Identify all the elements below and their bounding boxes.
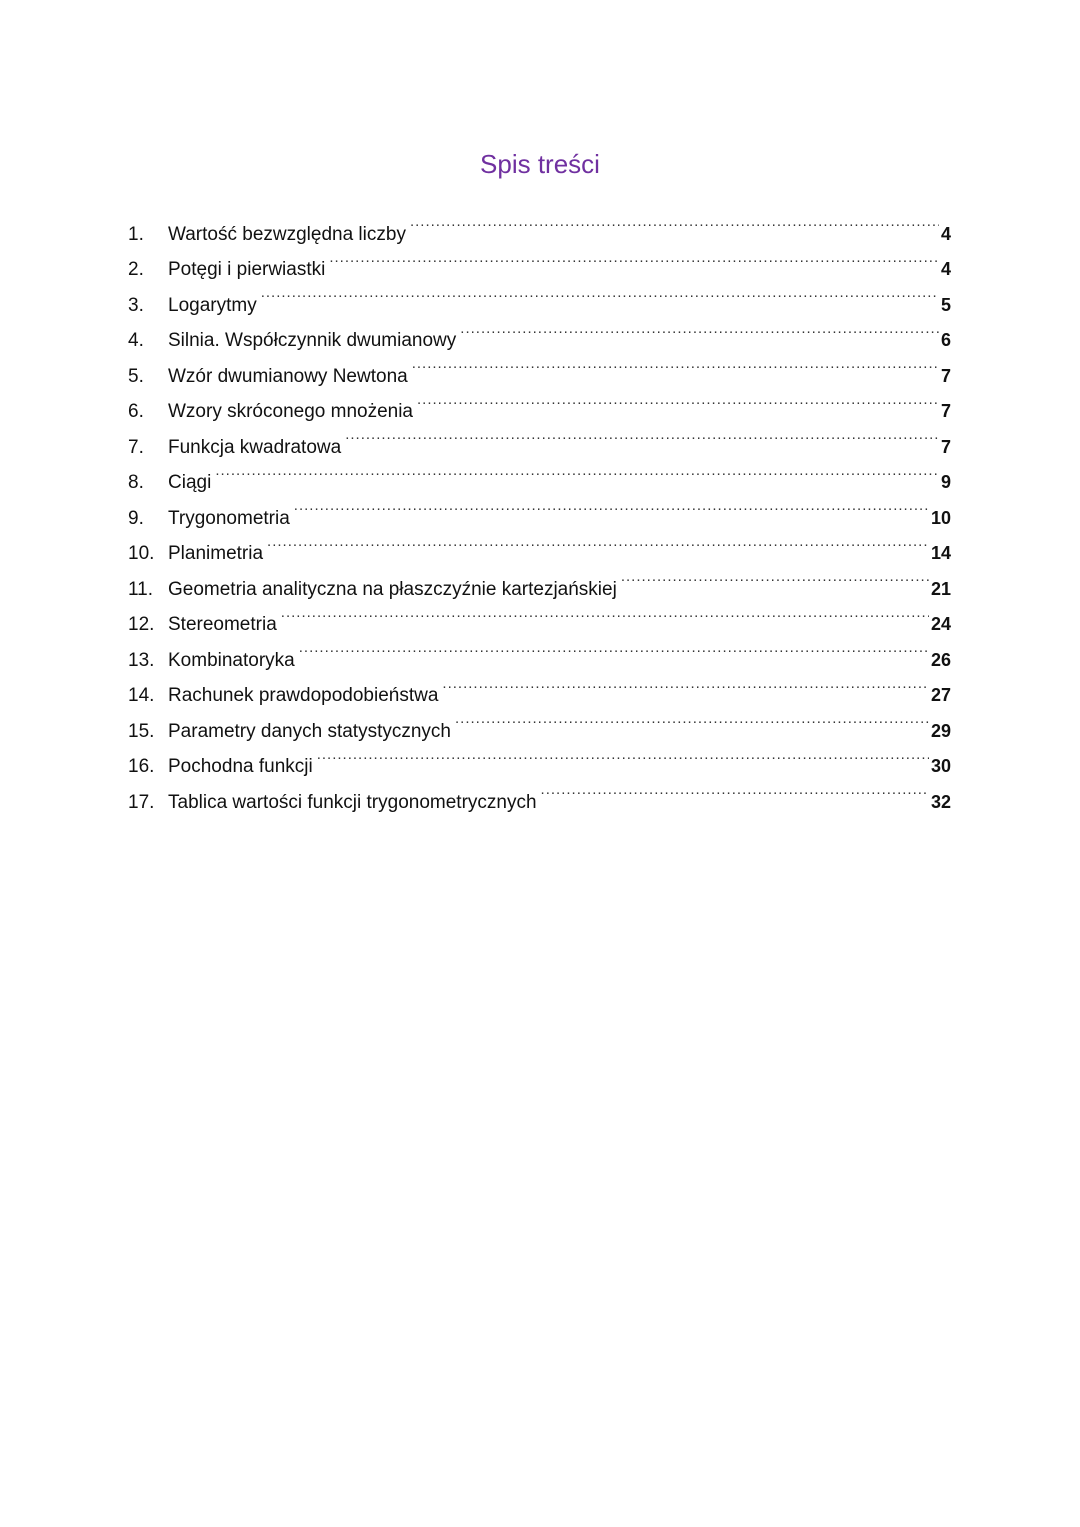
toc-leader-dots (261, 275, 939, 311)
toc-entry-title: Parametry danych statystycznych (168, 720, 451, 742)
toc-entry-page: 26 (930, 649, 951, 670)
toc-entry-page: 6 (940, 330, 951, 350)
toc-entry-title: Geometria analityczna na płaszczyźnie kartezjańskiej (168, 578, 617, 600)
toc-entry-number: 13. (128, 649, 155, 671)
toc-leader-dots (412, 346, 939, 382)
toc-entry[interactable] (128, 204, 951, 245)
toc-entry-number: 9. (128, 507, 144, 529)
toc-entry-page: 24 (930, 614, 951, 634)
toc-entry-title: Rachunek prawdopodobieństwa (168, 685, 439, 706)
toc-entry[interactable] (128, 453, 951, 493)
toc-entry-title: Kombinatoryka (168, 649, 295, 671)
toc-leader-dots (455, 701, 929, 737)
toc-entry-page: 7 (940, 436, 951, 457)
toc-entry-number: 10. (128, 543, 155, 564)
toc-leader-dots (281, 595, 929, 631)
toc-entry-page: 4 (940, 223, 951, 244)
toc-leader-dots (299, 630, 929, 666)
toc-entry-number: 8. (128, 472, 144, 493)
toc-entry-title: Wartość bezwzględna liczby (168, 223, 406, 245)
toc-leader-dots (317, 737, 929, 773)
toc-leader-dots (417, 382, 939, 418)
toc-entry-title: Silnia. Współczynnik dwumianowy (168, 330, 457, 351)
toc-entry-number: 15. (128, 720, 155, 742)
table-of-contents (128, 204, 951, 813)
toc-entry-title: Logarytmy (168, 294, 257, 316)
toc-entry-page: 10 (930, 507, 951, 528)
toc-leader-dots (442, 666, 929, 702)
toc-entry[interactable] (128, 488, 951, 529)
toc-entry-page: 14 (930, 543, 951, 563)
toc-leader-dots (267, 524, 929, 560)
toc-entry-title: Pochodna funkcji (168, 756, 313, 777)
toc-entry-page: 29 (930, 720, 951, 741)
toc-entry-number: 6. (128, 401, 144, 422)
toc-entry-number: 2. (128, 259, 144, 280)
toc-leader-dots (410, 204, 939, 240)
toc-leader-dots (345, 417, 939, 453)
toc-leader-dots (329, 240, 939, 276)
toc-entry-page: 32 (930, 791, 951, 812)
toc-entry-title: Tablica wartości funkcji trygonometrycznych (168, 791, 537, 813)
toc-leader-dots (460, 311, 939, 347)
toc-entry-number: 14. (128, 685, 155, 706)
toc-entry-page: 30 (930, 756, 951, 776)
toc-entry-title: Trygonometria (168, 507, 290, 529)
toc-leader-dots (215, 453, 939, 489)
toc-entry-title: Planimetria (168, 543, 264, 564)
toc-entry-number: 4. (128, 330, 144, 351)
toc-entry-number: 17. (128, 791, 155, 813)
toc-entry-page: 9 (940, 472, 951, 492)
toc-leader-dots (621, 559, 929, 595)
toc-entry-number: 3. (128, 294, 144, 316)
toc-entry-title: Funkcja kwadratowa (168, 436, 342, 458)
page-title: Spis treści (480, 149, 600, 179)
toc-entry-page: 7 (940, 365, 951, 386)
toc-entry-title: Stereometria (168, 614, 277, 635)
toc-entry-title: Wzór dwumianowy Newtona (168, 365, 408, 387)
toc-entry-title: Potęgi i pierwiastki (168, 259, 326, 280)
toc-entry-number: 11. (128, 578, 154, 600)
toc-entry-page: 27 (930, 685, 951, 705)
toc-entry-page: 21 (930, 578, 951, 599)
toc-leader-dots (541, 772, 929, 808)
toc-entry-page: 4 (940, 259, 951, 279)
toc-entry-title: Ciągi (168, 472, 212, 493)
toc-entry-page: 5 (940, 294, 951, 315)
toc-leader-dots (294, 488, 929, 524)
toc-entry-number: 5. (128, 365, 144, 387)
toc-entry-number: 1. (128, 223, 144, 245)
toc-entry-title: Wzory skróconego mnożenia (168, 401, 413, 422)
toc-entry-number: 7. (128, 436, 144, 458)
toc-entry-number: 16. (128, 756, 155, 777)
toc-entry-page: 7 (940, 401, 951, 421)
toc-entry-number: 12. (128, 614, 155, 635)
